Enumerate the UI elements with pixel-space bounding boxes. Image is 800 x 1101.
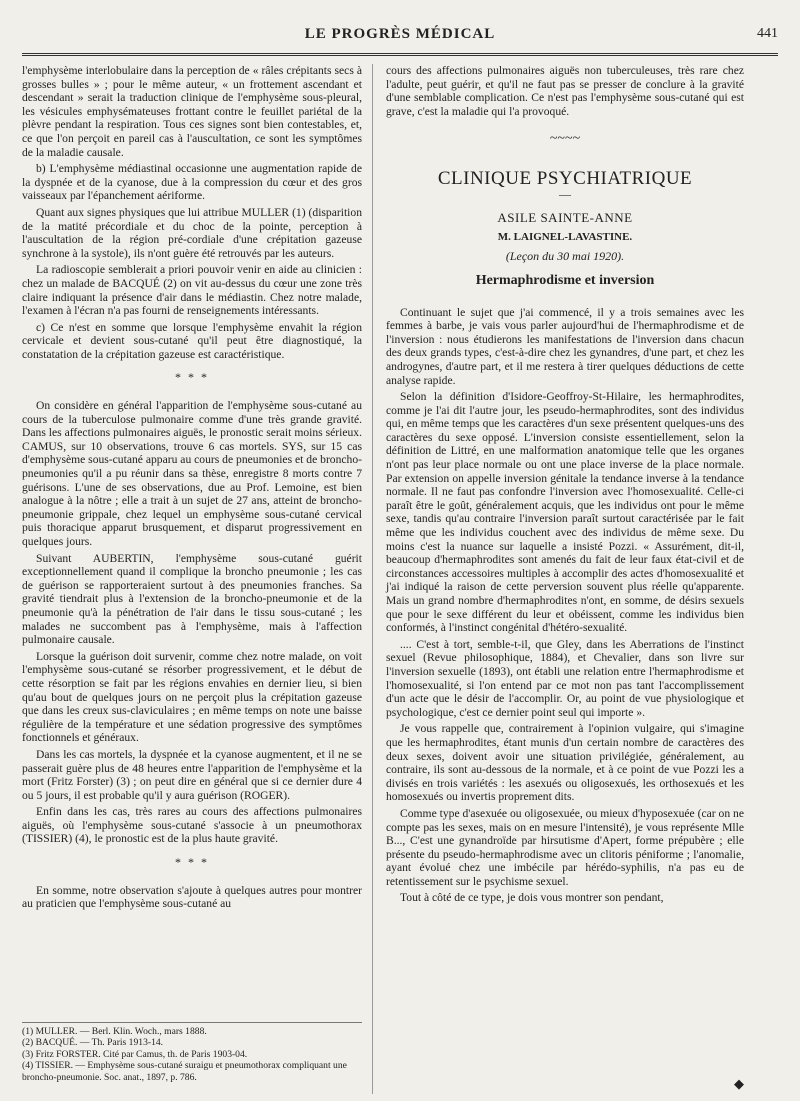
page-header xyxy=(22,26,778,48)
paragraph: Je vous rappelle que, contrairement à l'opinion vulgaire, qui s'imagine que les hermaphrodites, étant munis d'un certain nombre de caractères des deux sexes, doivent avoir une situation privilégiée, généralement, au contraire, ils sont au-dessous de la normale, et à ce point de vue Pozzi les a divisés en trois variétés : les asexués ou oligosexués, les orthosexués et les homosexués ou invertis proprement dits. xyxy=(386,722,744,804)
header-rule xyxy=(22,53,778,56)
ornament-separator: ~~~~ xyxy=(549,131,581,147)
left-column xyxy=(22,64,362,914)
paragraph: Lorsque la guérison doit survenir, comme chez notre malade, on voit l'emphysème sous-cutané se résorber progressivement, et le début de cette résorption se fait par les régions envahies en dernier lieu, si bien qu'au bout de quelques jours on ne perçoit plus la crépitation gazeuse que dans les creux sus-claviculaires ; en même temps on note une baisse régulière de la température et une sédation progressive des symptômes fonctionnels et généraux. xyxy=(22,649,362,745)
paragraph: Continuant le sujet que j'ai commencé, il y a trois semaines avec les femmes à barbe, je vais vous parler aujourd'hui de l'hermaphrodisme et de l'inversion : nous étudierons les manifestations de l'inversion dans chacun des deux grands types, c'est-à-dire chez les gynandres, d'une part, et chez les androgynes, d'autre part, et il me restera à tirer quelques déductions de cette analyse rapide. xyxy=(386,305,744,387)
paragraph: Comme type d'asexuée ou oligosexuée, ou mieux d'hyposexuée (car on ne compte pas les sexes, mais on en mesure l'intensité), je vous représente Mlle B..., C'est une gynandroïde par hirsutisme d'Apert, forme prépubère ; elle présente du pseudo-hermaphrodisme avec un clitoris péniforme ; l'anomalie, ayant évolué chez une imbécile par hérédo-syphilis, n'a pas eu de retentissement sur le psychisme sexuel. xyxy=(386,806,744,888)
paragraph: Suivant AUBERTIN, l'emphysème sous-cutané guérit exceptionnellement quand il complique la broncho pneumonie ; les cas de guérison se rapporteraient surtout à des pneumonies franches. Sa gravité tiendrait plus à l'extension de la broncho-pneumonie et de la pneumonie qu'à la pénétration de l'air dans le tissu sous-cutané ; les malades ne succombent pas à l'emphysème, mais à l'affection pulmonaire causale. xyxy=(22,551,362,647)
column-divider xyxy=(372,64,373,1094)
right-column xyxy=(386,64,744,908)
paragraph: l'emphysème interlobulaire dans la perception de « râles crépitants secs à grosses bulles » ; pour le même auteur, « un frottement ascendant et descendant » serait la traduction clinique de l'emphysème sous-pleural, les vésicules emphysémateuses frottant contre le feuillet pariétal de la plèvre pendant la respiration. Tous ces signes sont bien contestables, et, ce que l'on perçoit en pareil cas à l'auscultation, ce sont les symptômes de la maladie causale. xyxy=(22,64,362,159)
paragraph: Selon la définition d'Isidore-Geoffroy-St-Hilaire, les hermaphrodites, comme je l'ai dit l'autre jour, les pseudo-hermaphrodites, sont des individus qui, en même temps que les caractères d'un sexe présentent quelques-uns des caractères du sexe opposé. L'inversion consiste essentiellement, selon la définition de Littré, en une malformation anatomique telle que les organes n'ont pas leur place normale ou ont une place inverse de la place normale. Par extension on appelle inversion génitale la tendance inverse à la tendance normale. Il ne faut pas confondre l'inversion avec l'homosexualité. Celle-ci paraît être le goût, généralement acquis, que les individus ont pour le même sexe, tandis qu'au contraire l'inversion paraît surtout caractérisée par le fait même que les individus couchent avec des individus de même sexe. Du moins c'est la nuance sur laquelle a insisté Pozzi. « Assurément, dit-il, beaucoup d'hermaphrodites sont amenés du fait de leur faux état-civil et de circonstances accessoires multiples à accomplir des actes d'homosexualité et j'ai indiqué la raison de cette perversion souvent plus réelle qu'apparente. Mais un grand nombre d'hermaphrodites n'ont, en somme, de désirs sexuels que pour le sexe différent du leur et obéissent, comme les individus bien conformés, à l'instinct congénital d'hétéro-sexualité. xyxy=(386,390,744,635)
paragraph: cours des affections pulmonaires aiguës non tuberculeuses, très rare chez l'adulte, peut guérir, et qu'il ne faut pas se presser de conclure à la gravité d'une semblable complication. Ce n'est pas l'emphysème sous-cutané qui est grave, c'est la maladie qui l'a provoqué. xyxy=(386,64,744,118)
author-name: M. LAIGNEL-LAVASTINE. xyxy=(497,230,633,243)
paragraph: Enfin dans les cas, très rares au cours des affections pulmonaires aiguës, où l'emphysème sous-cutané s'associe à un pneumothorax (TISSIER) (4), le pronostic est de la plus haute gravité. xyxy=(22,805,362,846)
page-number: 441 xyxy=(757,26,778,41)
article-title: Hermaphrodisme et inversion xyxy=(475,272,655,288)
section-title: CLINIQUE PSYCHIATRIQUE xyxy=(437,167,693,189)
asterism: * * * xyxy=(175,370,209,385)
paragraph: .... C'est à tort, semble-t-il, que Gley, dans les Aberrations de l'instinct sexuel (Revue philosophique, 1884), et Chevalier, dans son livre sur l'inversion sexuelle (1893), ont établi une relation entre l'hermaphrodisme et l'homosexualité, si l'on entend par ce mot non pas tant l'accomplissement d'un acte que le désir de l'accomplir. Or, au point de vue physiologique et psychologique, c'est ce dernier point seul qui importe ». xyxy=(386,637,744,719)
footnote: (1) MULLER. — Berl. Klin. Woch., mars 1888. xyxy=(22,1026,207,1037)
asterism: * * * xyxy=(175,855,209,870)
paragraph: c) Ce n'est en somme que lorsque l'emphysème envahit la région cervicale et devient sous-cutané qu'il peut être diagnostiqué, la constatation de la crépitation gazeuse est caractéristique. xyxy=(22,320,362,361)
paragraph: Tout à côté de ce type, je dois vous montrer son pendant, xyxy=(400,891,664,905)
paragraph: On considère en général l'apparition de l'emphysème sous-cutané au cours de la tuberculose pulmonaire comme d'une très grande gravité. Dans les affections pulmonaires aiguës, le pronostic serait moins sérieux. CAMUS, sur 10 observations, trouve 6 cas mortels. SYS, sur 15 cas d'emphysème sous-cutané apparu au cours de pneumonies et de broncho-pneumonies qu'il a pu réunir dans sa thèse, enregistre 8 morts contre 7 guérisons. L'une de ses observations, due au Prof. Lemoine, est bien analogue à la nôtre ; elle a trait à un sujet de 27 ans, atteint de broncho-pneumonie grippale, chez lequel un emphysème sous-cutané cervical puis thoracique apparut brusquement, et disparut progressivement en quelques jours. xyxy=(22,399,362,548)
paragraph: Dans les cas mortels, la dyspnée et la cyanose augmentent, et il ne se passerait guère plus de 48 heures entre l'apparition de l'emphysème et la mort (Fritz Forster) (3) ; on peut dire en général que si ce dernier dure 4 ou 5 jours, il est probable qu'il y aura guérison (ROGER). xyxy=(22,747,362,802)
footnotes xyxy=(22,1022,362,1083)
lecture-date: (Leçon du 30 mai 1920). xyxy=(505,249,625,264)
section-dash: — xyxy=(559,186,571,201)
end-ornament: ◆ xyxy=(734,1076,744,1091)
institution-name: ASILE SAINTE-ANNE xyxy=(497,210,633,226)
paragraph: b) L'emphysème médiastinal occasionne une augmentation rapide de la dyspnée et de la cyanose, due à la compression du cœur et des gros vaisseaux par l'épanchement aériforme. xyxy=(22,162,362,203)
footnote: (3) Fritz FORSTER. Cité par Camus, th. de Paris 1903-04. xyxy=(22,1048,248,1060)
paragraph: Quant aux signes physiques que lui attribue MULLER (1) (disparition de la matité précordiale et du choc de la pointe, perception à l'auscultation de la région pré-cordiale d'une crépitation gazeuse synchrone à la systole), ils n'ont guère été retrouvés par les auteurs. xyxy=(22,205,362,260)
footnote: (4) TISSIER. — Emphysème sous-cutané suraigu et pneumothorax compliquant une broncho-pneumonie. Soc. anat., 1897, p. 786. xyxy=(22,1060,347,1083)
footnote: (2) BACQUÉ. — Th. Paris 1913-14. xyxy=(22,1037,164,1049)
paragraph: La radioscopie semblerait a priori pouvoir venir en aide au clinicien : chez un malade de BACQUÉ (2) on vit au-dessus du cœur une zone très claire indiquant la présence d'air dans le médiastin. Chez notre malade, l'examen à l'écran n'a pas fourni de renseignements intéressants. xyxy=(22,263,362,318)
journal-title: LE PROGRÈS MÉDICAL xyxy=(304,26,496,42)
paragraph: En somme, notre observation s'ajoute à quelques autres pour montrer au praticien que l'emphysème sous-cutané au xyxy=(22,883,362,911)
